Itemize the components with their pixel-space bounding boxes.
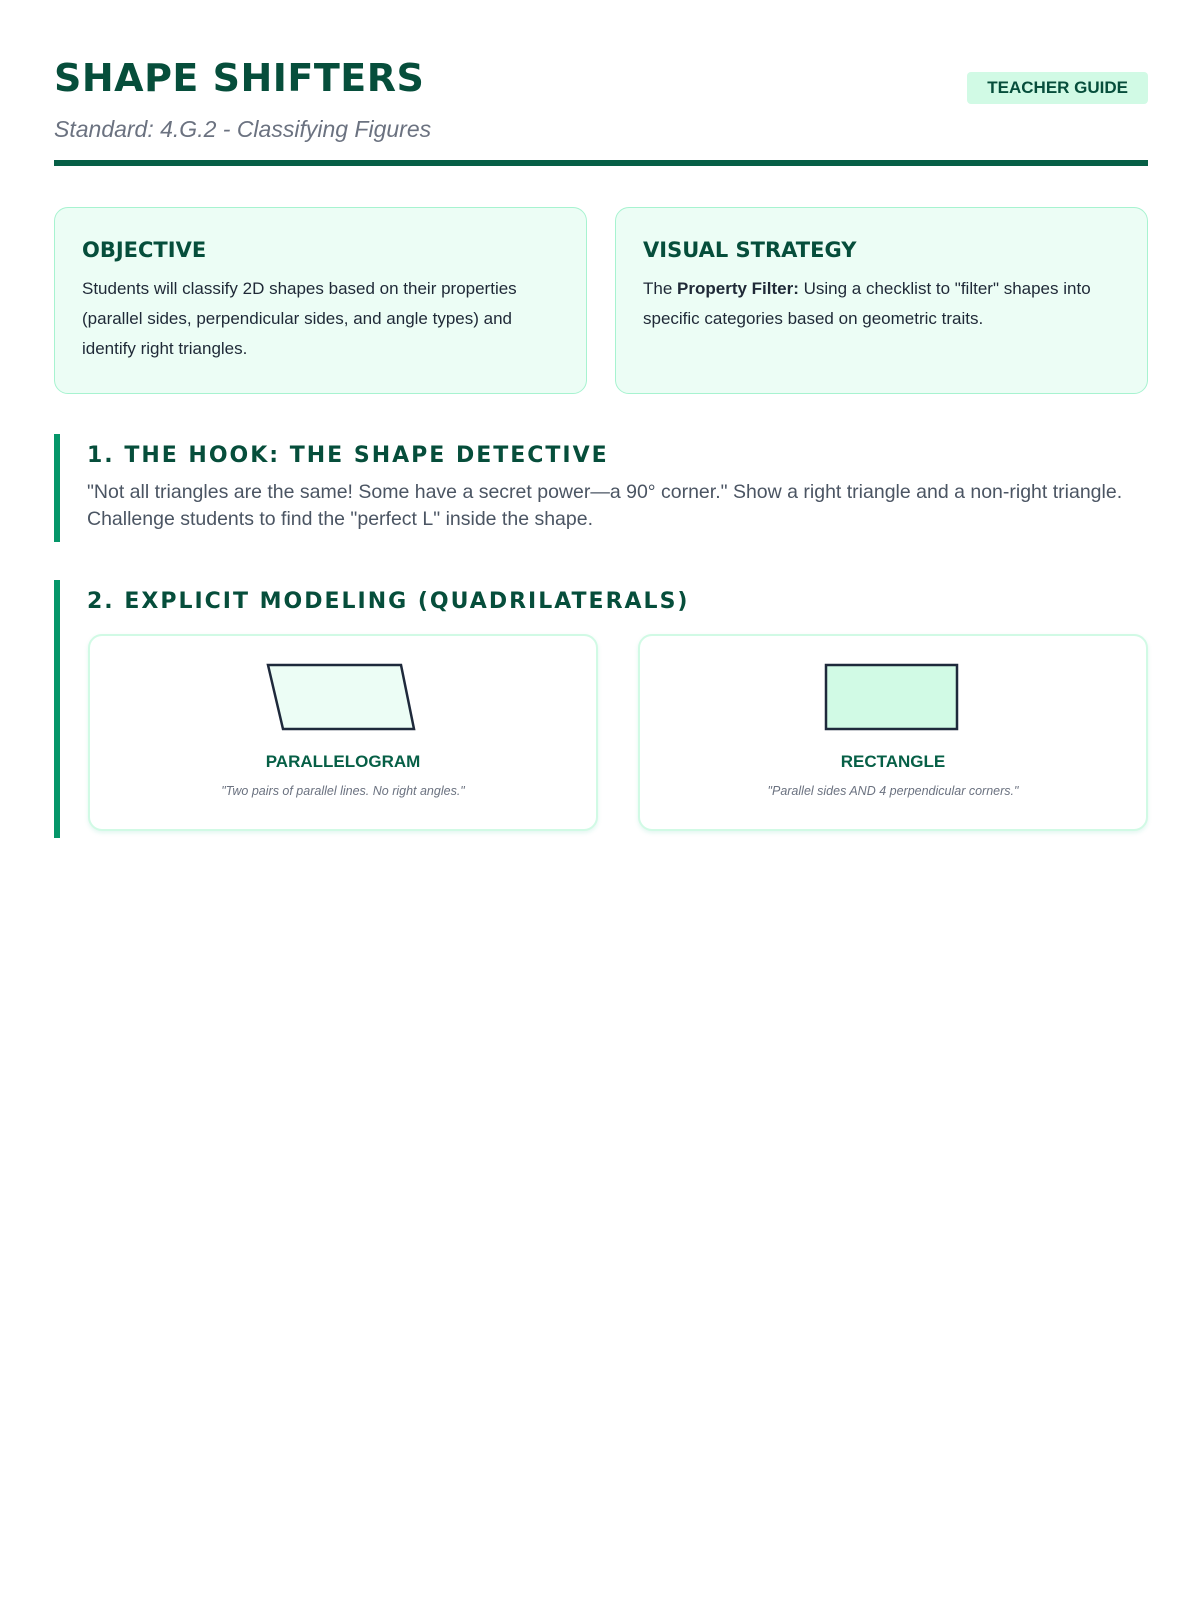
rectangle-name: RECTANGLE [840, 752, 946, 771]
strategy-text-bold: Property Filter: [677, 279, 799, 298]
objective-card [54, 207, 587, 394]
hook-title: 1. THE HOOK: THE SHAPE DETECTIVE [87, 443, 609, 468]
parallelogram-description: "Two pairs of parallel lines. No right angles." [221, 784, 465, 798]
header-divider [54, 160, 1148, 166]
rectangle-card [638, 634, 1148, 831]
modeling-title: 2. EXPLICIT MODELING (QUADRILATERALS) [87, 589, 690, 614]
strategy-text-prefix: The [643, 279, 678, 298]
parallelogram-name: PARALLELOGRAM [265, 752, 421, 771]
lesson-page [54, 0, 1148, 798]
parallelogram-card [88, 634, 598, 831]
hook-text: "Not all triangles are the same! Some have a secret power—a 90° corner." Show a right triangle and a non-right triangle. Challenge students to find the "perfect L" inside the shape. [87, 481, 1123, 530]
hook-accent-bar [54, 434, 60, 542]
rectangle-icon [640, 663, 1145, 733]
page-title: SHAPE SHIFTERS [54, 56, 425, 100]
objective-title: OBJECTIVE [82, 238, 207, 262]
summary-cards [54, 207, 1148, 394]
rectangle-description: "Parallel sides AND 4 perpendicular corners." [767, 784, 1019, 798]
strategy-title: VISUAL STRATEGY [643, 238, 857, 262]
strategy-text [643, 274, 1120, 334]
teacher-guide-badge: TEACHER GUIDE [967, 72, 1148, 104]
objective-text: Students will classify 2D shapes based on their properties (parallel sides, perpendicular sides, and angle types) and identify right triangles. [82, 279, 517, 358]
strategy-text-rest: Using a checklist to "filter" shapes into specific categories based on geometric traits. [643, 279, 1091, 328]
standard-subtitle: Standard: 4.G.2 - Classifying Figures [54, 116, 432, 142]
parallelogram-icon [90, 663, 595, 733]
page-header [54, 0, 1148, 168]
hook-section [54, 434, 1148, 542]
modeling-section [54, 580, 1148, 838]
modeling-accent-bar [54, 580, 60, 838]
strategy-card [615, 207, 1148, 394]
